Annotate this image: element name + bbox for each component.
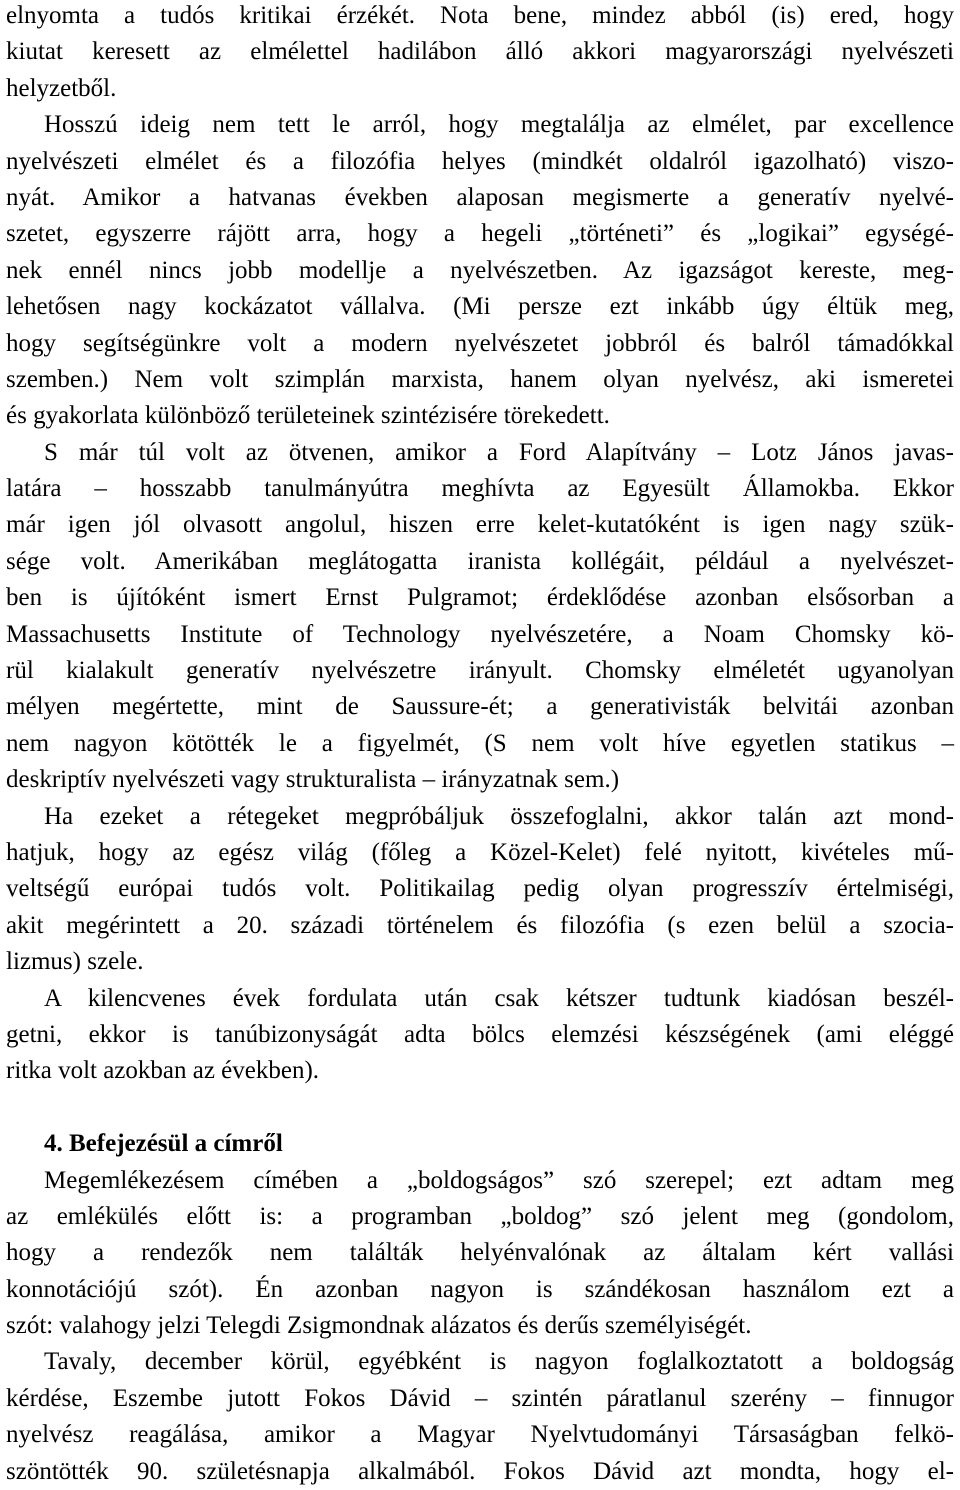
text-line: szetet, egyszerre rájött arra, hogy a hegeli „történeti” és „logikai” egységé-: [6, 220, 954, 248]
body-text: [6, 0, 954, 1490]
text-line: nek ennél nincs jobb modellje a nyelvészetben. Az igazságot kereste, meg-: [6, 256, 954, 284]
text-line: már igen jól olvasott angolul, hiszen erre kelet-kutatóként is igen nagy szük-: [6, 511, 954, 539]
paragraph: [6, 1163, 954, 1345]
text-line: szöntötték 90. születésnapja alkalmából. Fokos Dávid azt mondta, hogy el-: [6, 1457, 954, 1485]
text-line: S már túl volt az ötvenen, amikor a Ford Alapítvány – Lotz János javas-: [44, 438, 954, 466]
paragraph: [6, 0, 954, 107]
section-heading: 4. Befejezésül a címről: [44, 1130, 283, 1158]
text-line: nyelvészeti elmélet és a filozófia helyes (mindkét oldalról igazolható) viszo-: [6, 147, 954, 175]
text-line: az emlékülés előtt is: a programban „boldog” szó jelent meg (gondolom,: [6, 1202, 954, 1230]
text-line: hogy a rendezők nem találták helyénvalónak az általam kért vallási: [6, 1239, 954, 1267]
text-line: rül kialakult generatív nyelvészetre irányult. Chomsky elméletét ugyanolyan: [6, 657, 954, 685]
text-line: sége volt. Amerikában meglátogatta iranista kollégáit, például a nyelvészet-: [6, 547, 954, 575]
text-line: Hosszú ideig nem tett le arról, hogy megtalálja az elmélet, par excellence: [44, 111, 954, 139]
text-line: nyát. Amikor a hatvanas években alaposan megismerte a generatív nyelvé-: [6, 183, 954, 211]
text-line: kérdése, Eszembe jutott Fokos Dávid – szintén páratlanul szerény – finnugor: [6, 1384, 954, 1412]
paragraph: [6, 107, 954, 435]
text-line: ben is újítóként ismert Ernst Pulgramot; érdeklődése azonban elsősorban a: [6, 584, 954, 612]
paragraph: [6, 981, 954, 1090]
text-line: nem nagyon kötötték le a figyelmét, (S nem volt híve egyetlen statikus –: [6, 729, 954, 757]
text-line: és gyakorlata különböző területeinek szintézisére törekedett.: [6, 402, 610, 430]
text-line: hogy segítségünkre volt a modern nyelvészetet jobbról és balról támadókkal: [6, 329, 954, 357]
text-line: szót: valahogy jelzi Telegdi Zsigmondnak alázatos és derűs személyiségét.: [6, 1312, 752, 1340]
text-line: konnotációjú szót). Én azonban nagyon is szándékosan használom ezt a: [6, 1275, 954, 1303]
text-line: deskriptív nyelvészeti vagy strukturalista – irányzatnak sem.): [6, 766, 620, 794]
text-line: helyzetből.: [6, 74, 117, 102]
text-line: szemben.) Nem volt szimplán marxista, hanem olyan nyelvész, aki ismeretei: [6, 365, 954, 393]
section-spacer: [6, 1090, 954, 1126]
text-line: veltségű európai tudós volt. Politikailag pedig olyan progresszív értelmiségi,: [6, 875, 954, 903]
text-line: A kilencvenes évek fordulata után csak kétszer tudtunk kiadósan beszél-: [44, 984, 954, 1012]
text-line: nyelvész reagálása, amikor a Magyar Nyelvtudományi Társaságban felkö-: [6, 1421, 954, 1449]
text-line: lehetősen nagy kockázatot vállalva. (Mi persze ezt inkább úgy éltük meg,: [6, 293, 954, 321]
text-line: akit megérintett a 20. századi történelem és filozófia (s ezen belül a szocia-: [6, 911, 954, 939]
text-line: elnyomta a tudós kritikai érzékét. Nota bene, mindez abból (is) ered, hogy: [6, 2, 954, 29]
text-line: Tavaly, december körül, egyébként is nagyon foglalkoztatott a boldogság: [44, 1348, 954, 1376]
text-line: Megemlékezésem címében a „boldogságos” szó szerepel; ezt adtam meg: [44, 1166, 954, 1194]
text-line: kiutat keresett az elmélettel hadilábon álló akkori magyarországi nyelvészeti: [6, 38, 954, 66]
text-line: Ha ezeket a rétegeket megpróbáljuk összefoglalni, akkor talán azt mond-: [44, 802, 954, 830]
paragraph: [6, 1344, 954, 1490]
text-line: ritka volt azokban az években).: [6, 1057, 320, 1085]
text-line: getni, ekkor is tanúbizonyságát adta bölcs elemzési készségének (ami eléggé: [6, 1020, 954, 1048]
paragraph: [6, 799, 954, 981]
text-line: Massachusetts Institute of Technology nyelvészetére, a Noam Chomsky kö-: [6, 620, 954, 648]
text-line: latára – hosszabb tanulmányútra meghívta az Egyesült Államokba. Ekkor: [6, 475, 954, 503]
text-line: hatjuk, hogy az egész világ (főleg a Közel-Kelet) felé nyitott, kivételes mű-: [6, 838, 954, 866]
text-line: lizmus) szele.: [6, 948, 144, 976]
paragraph: [6, 435, 954, 799]
text-line: mélyen megértette, mint de Saussure-ét; a generativisták belvitái azonban: [6, 693, 954, 721]
